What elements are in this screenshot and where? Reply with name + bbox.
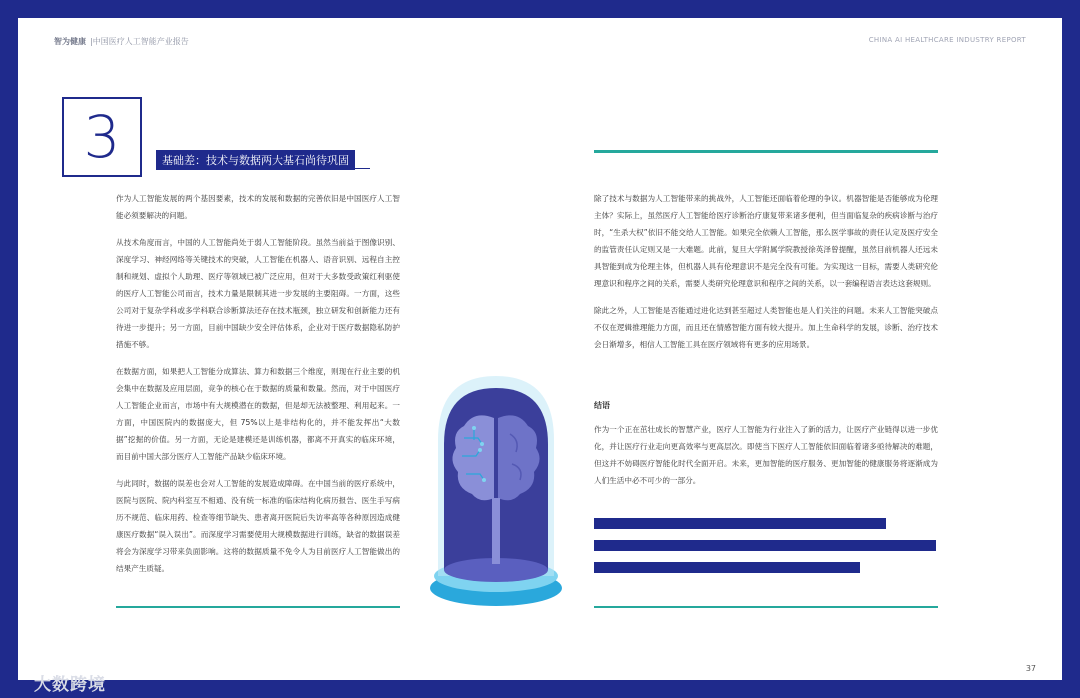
brain-stem xyxy=(492,498,500,564)
circuit-node xyxy=(478,448,482,452)
paragraph: 作为人工智能发展的两个基因要素，技术的发展和数据的完善依旧是中国医疗人工智能必须要解决的问题。 xyxy=(116,194,400,220)
title-underline xyxy=(156,168,370,169)
header-brand: 智为健康 xyxy=(54,37,86,46)
circuit-node xyxy=(480,442,484,446)
conclusion-text xyxy=(594,421,938,499)
brain-dome-illustration xyxy=(416,348,576,616)
watermark: 大数跨境 xyxy=(34,675,106,695)
conclusion-title: 结语 xyxy=(594,401,610,410)
right-column xyxy=(594,190,938,363)
paragraph: 从技术角度而言，中国的人工智能尚处于弱人工智能阶段。虽然当前益于图像识别、深度学习、神经网络等关键技术的突破，人工智能在机器人、语音识别、远程自主控制和规划、虚拟个人助理、医疗等领域已被广泛应用，但对于大多数受政策红利驱使的医疗人工智能公司而言，技术力量是限制其进一步发展的主要阻碍。一方面，这些公司对于复杂学科或多学科联合诊断算法还存在技术瓶颈，独立研发和创新能力还有待进一步提升；另一方面，目前中国缺少安全评估体系，企业对于医疗数据隐私防护措施不够。 xyxy=(116,238,400,349)
paragraph: 作为一个正在茁壮成长的智慧产业，医疗人工智能为行业注入了新的活力，让医疗产业链得以进一步优化，并让医疗行业走向更高效率与更高层次。即使当下医疗人工智能依旧面临着诸多亟待解决的难题，但这并不妨碍医疗智能化时代全面开启。未来，更加智能的医疗服务、更加智能的健康服务将逐渐成为人们生活中必不可少的一部分。 xyxy=(594,425,938,485)
section-number: 3 xyxy=(83,103,121,171)
left-column xyxy=(116,190,400,587)
paragraph: 除了技术与数据为人工智能带来的挑战外，人工智能还面临着伦理的争议。机器智能是否能够成为伦理主体？实际上，虽然医疗人工智能给医疗诊断治疗康复带来诸多便利，但当面临复杂的疾病诊断与治疗时，“生杀大权”依旧不能交给人工智能。如果完全依赖人工智能，那么医学事故的责任认定及医疗安全的监管责任认定则又是一大难题。此前，复旦大学附属学院教授徐英泽曾提醒，虽然目前机器人还远未具智能到成为伦理主体，但机器人具有伦理意识不是完全没有可能。为实现这一目标，需要人类研究伦理意识和程序之间的关系，需要人类研究伦理意识和程序之间的关系，以一套编程语言表达这套规则。 xyxy=(594,194,938,288)
report-page xyxy=(18,18,1062,695)
paragraph: 与此同时，数据的误差也会对人工智能的发展造成障碍。在中国当前的医疗系统中，医院与医院、院内科室互不相通、没有统一标准的临床结构化病历报告、医生手写病历不规范、临床用药、检查等细节缺失、患者离开医院后失访率高等各种原因造成健康医疗数据“误入误出”。而深度学习需要使用大规模数据进行训练，缺省的数据误差将会为深度学习带来负面影响。这将的数据质量不免令人为目前医疗人工智能做出的结果产生质疑。 xyxy=(116,479,400,573)
paragraph: 除此之外，人工智能是否能通过进化达到甚至超过人类智能也是人们关注的问题。未来人工智能突破点不仅在逻辑推理能力方面，而且还在情感智能方面有较大提升。加上生命科学的发展，诊断、治疗技术会日渐增多，相信人工智能工具在医疗领域将有更多的应用场景。 xyxy=(594,306,938,349)
decorative-bar xyxy=(594,540,936,551)
header-subtitle: |中国医疗人工智能产业报告 xyxy=(90,37,189,46)
right-bottom-divider xyxy=(594,606,938,608)
right-top-divider xyxy=(594,150,938,153)
section-number-box xyxy=(62,97,142,177)
decorative-bar xyxy=(594,562,860,573)
decorative-bar xyxy=(594,518,886,529)
section-title: 基础差：技术与数据两大基石尚待巩固 xyxy=(156,150,355,170)
circuit-node xyxy=(482,478,486,482)
circuit-node xyxy=(472,426,476,430)
header-right: CHINA AI HEALTHCARE INDUSTRY REPORT xyxy=(868,36,1026,44)
left-bottom-divider xyxy=(116,606,400,608)
header-left xyxy=(54,36,189,47)
paragraph: 在数据方面，如果把人工智能分成算法、算力和数据三个维度，则现在行业主要的机会集中在数据及应用层面，竞争的核心在于数据的质量和数量。然而，对于中国医疗人工智能企业而言，市场中有大规模潜在的数据，但是却无法被整理、利用起来。一方面，中国医院内的数据庞大，但 75%以上是非结构化的，并不能发挥出“大数据”挖掘的价值。另一方面，无论是建模还是训练机器，都离不开真实的临床环境，而目前中国大部分医疗人工智能产品缺少临床环境。 xyxy=(116,367,400,461)
page-number: 37 xyxy=(1025,664,1036,673)
